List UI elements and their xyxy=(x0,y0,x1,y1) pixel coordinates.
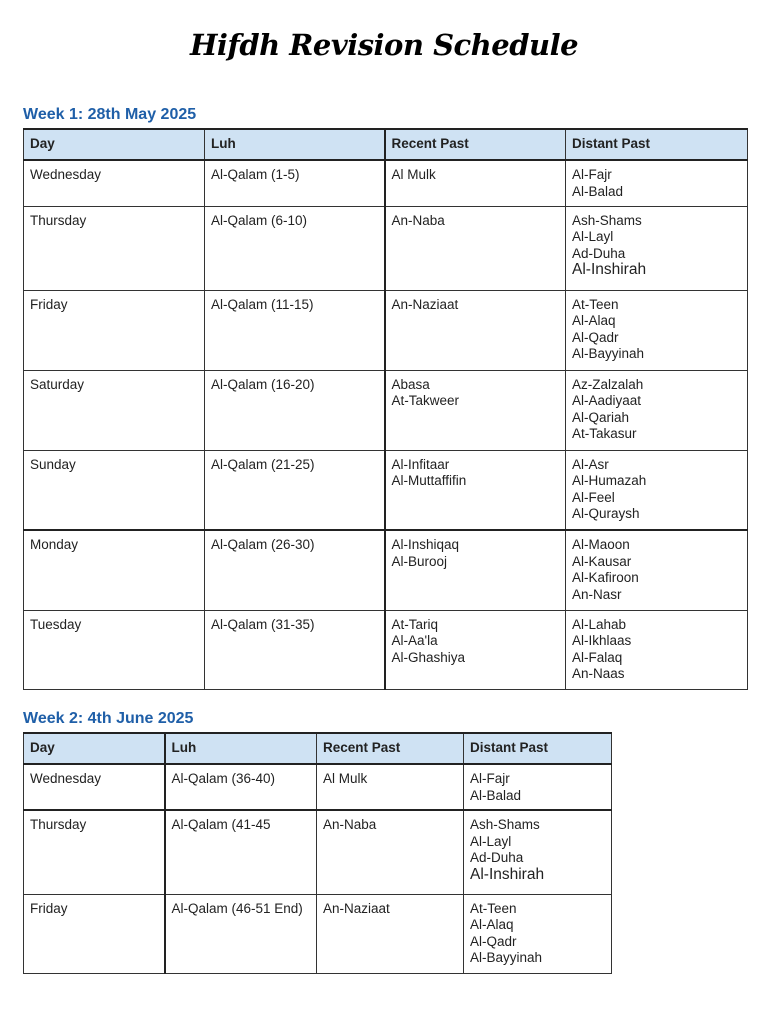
surah-name: Al-Inshiqaq xyxy=(391,537,460,552)
surah-name: Al Mulk xyxy=(323,771,368,786)
surah-name: Al-Kafiroon xyxy=(572,570,639,585)
surah-name: Al-Bayyinah xyxy=(470,950,543,965)
luh-cell: Al-Qalam (41-45 xyxy=(165,810,317,894)
luh-cell: Al-Qalam (1-5) xyxy=(205,160,385,206)
table-row xyxy=(24,810,612,894)
luh-cell: Al-Qalam (11-15) xyxy=(205,290,385,370)
surah-name: Al-Aadiyaat xyxy=(572,393,642,408)
week1-table xyxy=(23,128,748,690)
surah-name: Al-Layl xyxy=(470,833,512,849)
distant-past-cell xyxy=(566,206,748,290)
column-header-recent-past: Recent Past xyxy=(385,129,566,160)
surah-name: Ash-Shams xyxy=(470,817,540,832)
surah-name: At-Teen xyxy=(470,900,517,916)
luh-cell: Al-Qalam (36-40) xyxy=(165,764,317,810)
recent-past-cell xyxy=(385,160,566,206)
recent-past-cell xyxy=(385,610,566,689)
day-cell: Friday xyxy=(24,290,205,370)
surah-name: Al-Aa'la xyxy=(391,633,438,648)
surah-name: Al-Infitaar xyxy=(391,456,450,472)
surah-name: Al-Inshirah xyxy=(470,865,545,883)
week2-table-body xyxy=(24,764,612,973)
surah-name: Ad-Duha xyxy=(470,850,524,865)
surah-name: Al-Asr xyxy=(572,456,609,472)
surah-name: An-Naziaat xyxy=(391,296,459,312)
surah-name: Al-Qadr xyxy=(470,933,517,949)
surah-name: An-Naas xyxy=(572,666,625,681)
surah-name: An-Naba xyxy=(323,817,377,832)
surah-name: Abasa xyxy=(391,376,430,392)
surah-name: Al-Muttaffifin xyxy=(391,473,467,488)
surah-name: Al-Ikhlaas xyxy=(572,633,632,648)
surah-name: Ash-Shams xyxy=(572,212,642,228)
week1-table-body xyxy=(24,160,748,689)
table-header-row xyxy=(24,129,748,160)
luh-cell: Al-Qalam (6-10) xyxy=(205,206,385,290)
surah-name: Al-Qadr xyxy=(572,329,619,345)
surah-name: Al-Alaq xyxy=(572,313,616,328)
column-header-luh: Luh xyxy=(165,733,317,764)
distant-past-cell xyxy=(566,290,748,370)
surah-name: At-Tariq xyxy=(391,616,439,632)
surah-name: At-Teen xyxy=(572,296,619,312)
day-cell: Friday xyxy=(24,894,165,973)
surah-name: Al-Qariah xyxy=(572,409,630,425)
luh-cell: Al-Qalam (31-35) xyxy=(205,610,385,689)
surah-name: Al-Feel xyxy=(572,489,615,505)
surah-name: Ad-Duha xyxy=(572,245,626,261)
table-header-row xyxy=(24,733,612,764)
column-header-luh: Luh xyxy=(205,129,385,160)
surah-name: At-Takasur xyxy=(572,426,637,441)
recent-past-cell xyxy=(385,206,566,290)
column-header-distant-past: Distant Past xyxy=(566,129,748,160)
surah-name: Al-Balad xyxy=(470,787,522,803)
day-cell: Thursday xyxy=(24,206,205,290)
week2-heading: Week 2: 4th June 2025 xyxy=(23,710,194,727)
day-cell: Monday xyxy=(24,530,205,610)
recent-past-cell xyxy=(385,370,566,450)
distant-past-cell xyxy=(566,530,748,610)
distant-past-cell xyxy=(566,610,748,689)
surah-name: Al-Inshirah xyxy=(572,261,647,278)
distant-past-cell xyxy=(566,450,748,530)
surah-name: Al-Alaq xyxy=(470,917,514,932)
table-row xyxy=(24,894,612,973)
column-header-day: Day xyxy=(24,733,165,764)
distant-past-cell xyxy=(464,894,612,973)
day-cell: Sunday xyxy=(24,450,205,530)
week2-table xyxy=(23,732,612,974)
recent-past-cell xyxy=(385,450,566,530)
recent-past-cell xyxy=(385,530,566,610)
surah-name: Al-Balad xyxy=(572,183,624,199)
surah-name: Al-Humazah xyxy=(572,473,647,488)
surah-name: An-Naziaat xyxy=(323,900,390,916)
day-cell: Wednesday xyxy=(24,160,205,206)
table-row xyxy=(24,450,748,530)
table-row xyxy=(24,290,748,370)
recent-past-cell xyxy=(317,810,464,894)
table-row xyxy=(24,764,612,810)
surah-name: Al-Kausar xyxy=(572,553,632,569)
surah-name: At-Takweer xyxy=(391,393,460,408)
table-row xyxy=(24,370,748,450)
surah-name: Al-Fajr xyxy=(572,167,612,182)
day-cell: Wednesday xyxy=(24,764,165,810)
surah-name: Al-Fajr xyxy=(470,771,510,786)
column-header-distant-past: Distant Past xyxy=(464,733,612,764)
table-row xyxy=(24,160,748,206)
day-cell: Thursday xyxy=(24,810,165,894)
surah-name: Al-Falaq xyxy=(572,649,623,665)
surah-name: Al-Bayyinah xyxy=(572,346,645,361)
distant-past-cell xyxy=(464,810,612,894)
surah-name: Al-Quraysh xyxy=(572,506,640,521)
surah-name: Al-Maoon xyxy=(572,537,630,552)
week1-heading: Week 1: 28th May 2025 xyxy=(23,106,197,123)
recent-past-cell xyxy=(317,894,464,973)
day-cell: Saturday xyxy=(24,370,205,450)
surah-name: Al-Burooj xyxy=(391,553,448,569)
surah-name: An-Nasr xyxy=(572,586,622,602)
surah-name: Al-Lahab xyxy=(572,616,627,632)
column-header-day: Day xyxy=(24,129,205,160)
distant-past-cell xyxy=(566,160,748,206)
day-cell: Tuesday xyxy=(24,610,205,689)
surah-name: An-Naba xyxy=(391,212,445,228)
recent-past-cell xyxy=(385,290,566,370)
surah-name: Al Mulk xyxy=(391,167,436,182)
distant-past-cell xyxy=(464,764,612,810)
column-header-recent-past: Recent Past xyxy=(317,733,464,764)
surah-name: Al-Ghashiya xyxy=(391,649,466,665)
table-row xyxy=(24,610,748,689)
recent-past-cell xyxy=(317,764,464,810)
surah-name: Az-Zalzalah xyxy=(572,376,644,392)
luh-cell: Al-Qalam (46-51 End) xyxy=(165,894,317,973)
luh-cell: Al-Qalam (21-25) xyxy=(205,450,385,530)
table-row xyxy=(24,530,748,610)
distant-past-cell xyxy=(566,370,748,450)
table-row xyxy=(24,206,748,290)
luh-cell: Al-Qalam (16-20) xyxy=(205,370,385,450)
luh-cell: Al-Qalam (26-30) xyxy=(205,530,385,610)
surah-name: Al-Layl xyxy=(572,229,614,244)
page-title: Hifdh Revision Schedule xyxy=(189,28,579,62)
